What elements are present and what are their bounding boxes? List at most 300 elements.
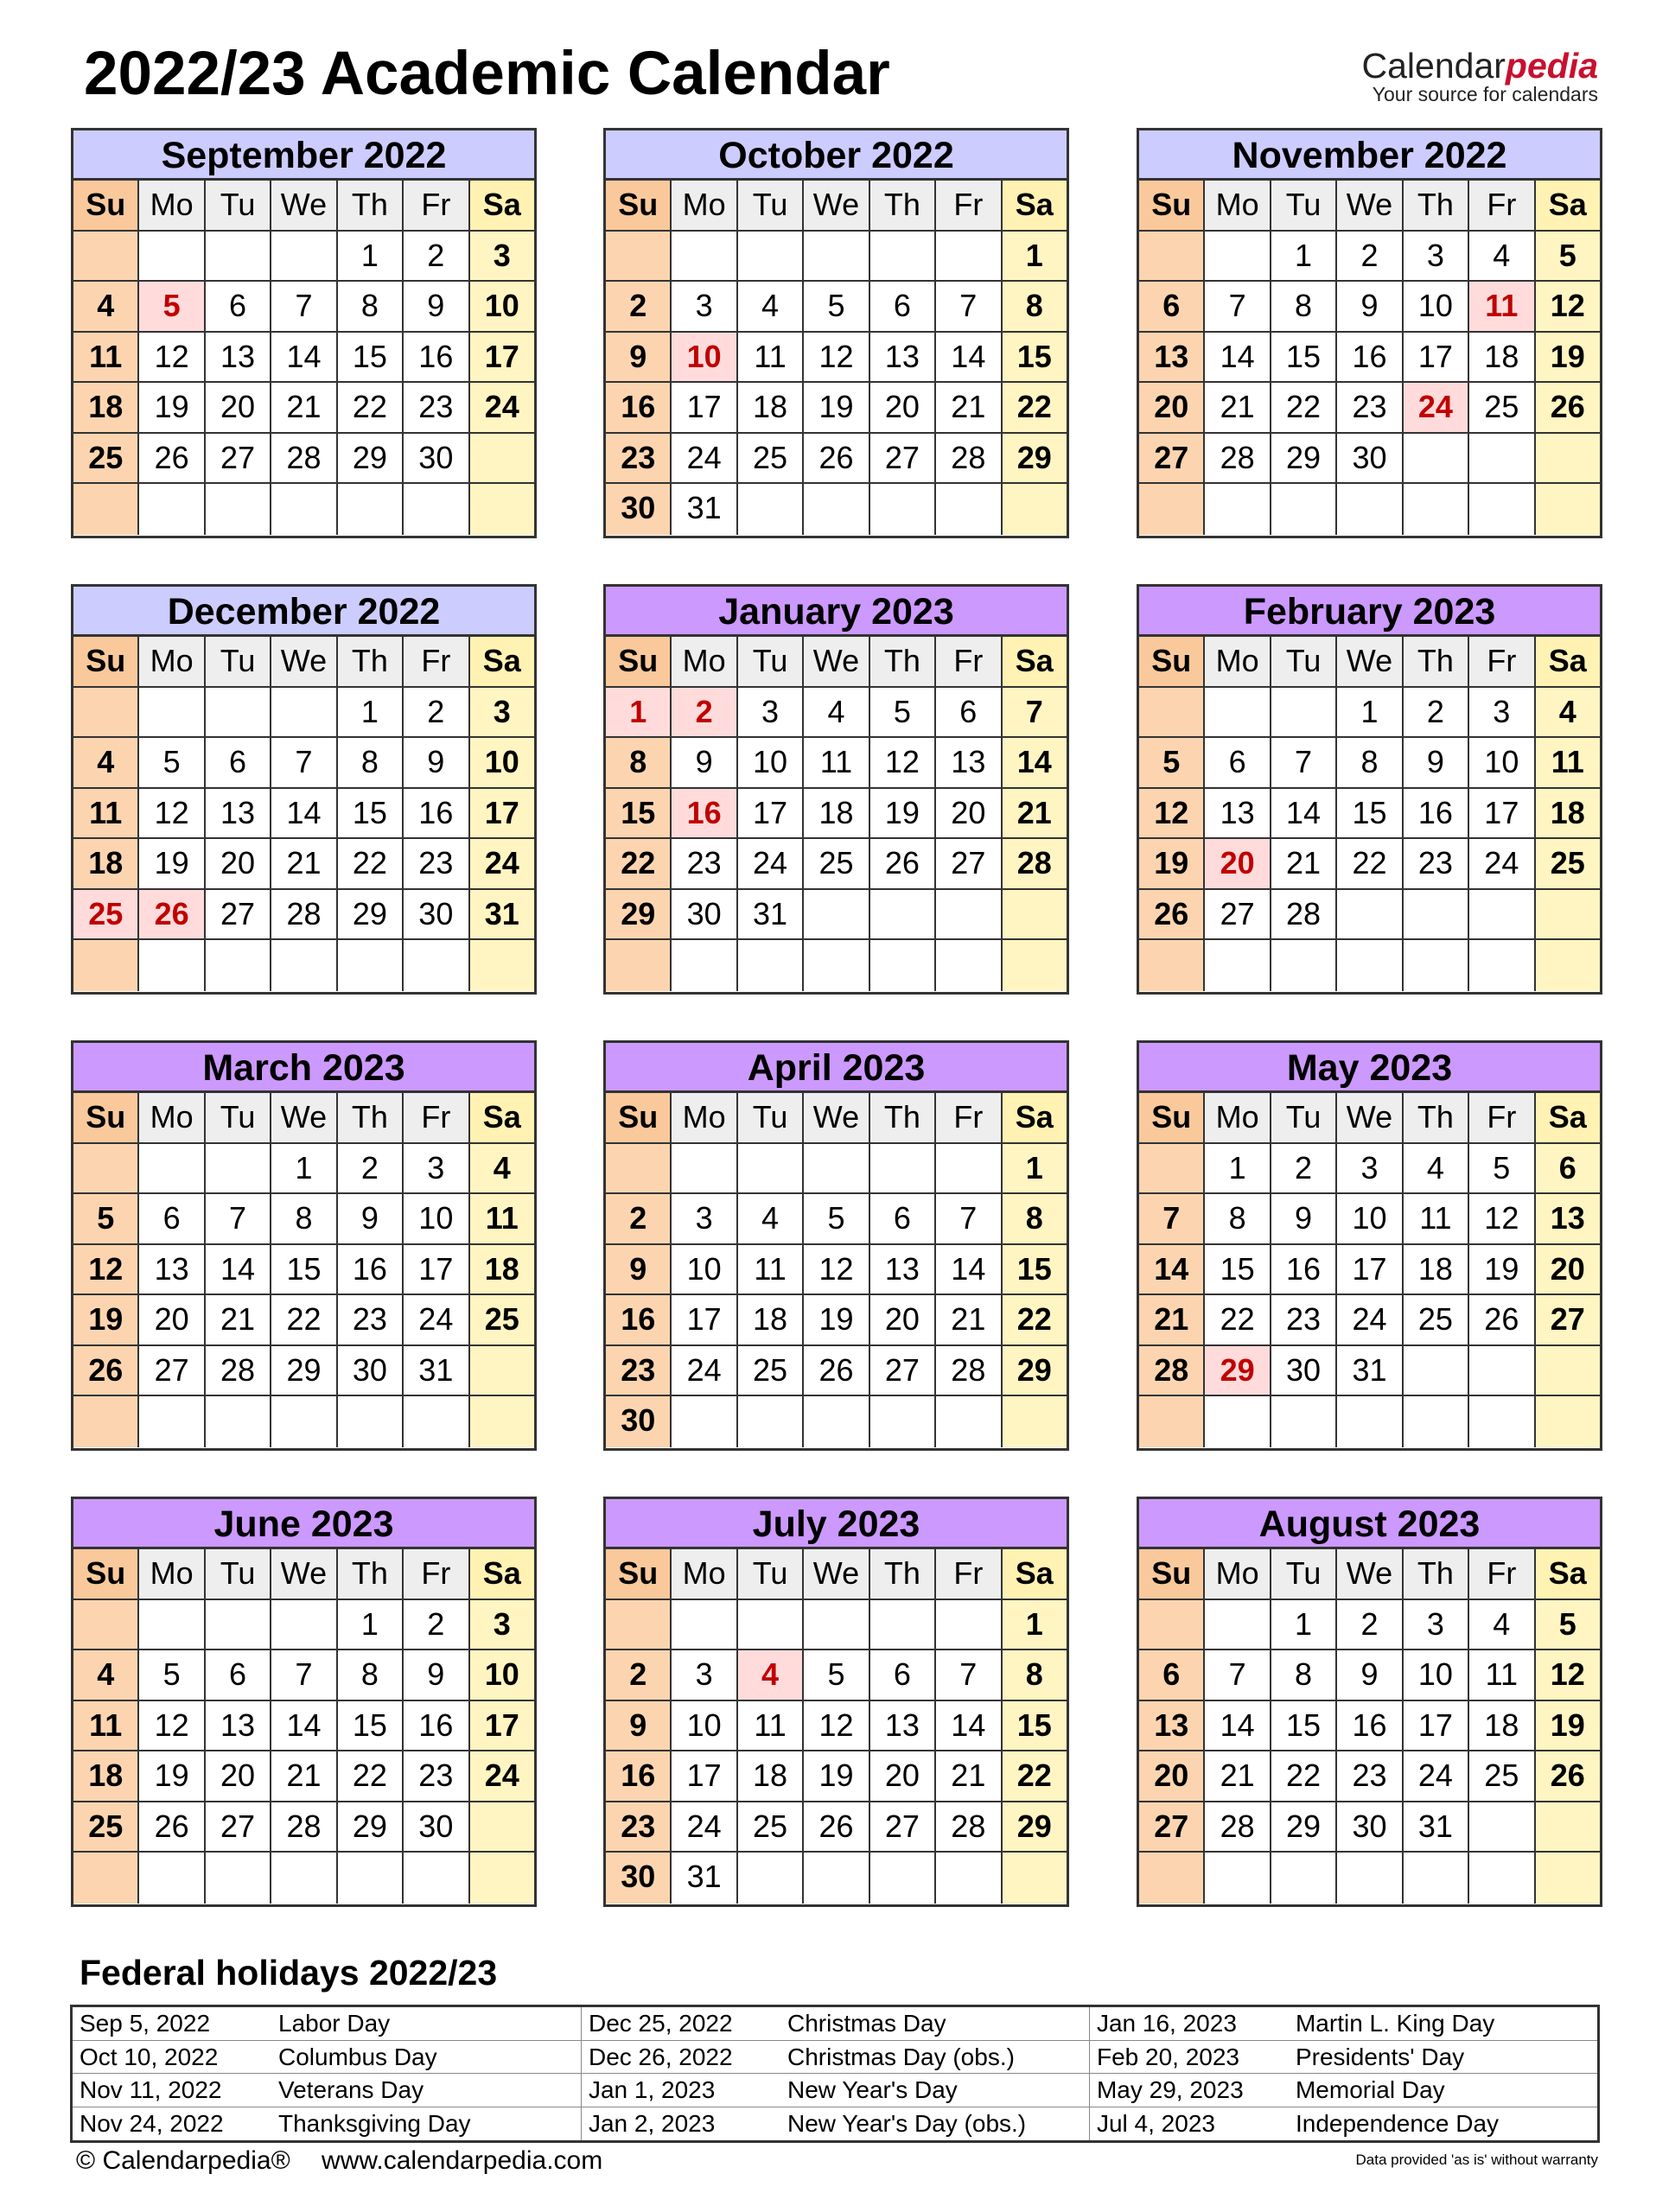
day-cell[interactable]: 28 xyxy=(936,434,1002,485)
day-cell[interactable]: 6 xyxy=(1205,738,1271,789)
day-cell[interactable]: 26 xyxy=(1536,383,1600,434)
day-cell[interactable]: 10 xyxy=(404,1194,469,1245)
day-cell[interactable]: 25 xyxy=(738,1346,804,1397)
day-cell[interactable]: 1 xyxy=(1003,232,1067,283)
day-cell[interactable]: 28 xyxy=(1271,890,1337,941)
day-cell[interactable]: 21 xyxy=(1205,383,1271,434)
holiday-day-cell[interactable]: 16 xyxy=(672,789,737,840)
day-cell[interactable]: 13 xyxy=(206,789,271,840)
day-cell[interactable]: 5 xyxy=(139,738,205,789)
day-cell[interactable]: 28 xyxy=(1003,839,1067,890)
day-cell[interactable]: 6 xyxy=(206,282,271,333)
day-cell[interactable]: 24 xyxy=(470,383,534,434)
day-cell[interactable]: 8 xyxy=(1337,738,1403,789)
day-cell[interactable]: 19 xyxy=(1536,1701,1600,1752)
day-cell[interactable]: 17 xyxy=(404,1245,469,1296)
day-cell[interactable]: 5 xyxy=(870,688,936,739)
day-cell[interactable]: 22 xyxy=(1205,1295,1271,1346)
day-cell[interactable]: 30 xyxy=(606,1853,672,1904)
day-cell[interactable]: 27 xyxy=(870,1346,936,1397)
day-cell[interactable]: 26 xyxy=(139,434,205,485)
day-cell[interactable]: 13 xyxy=(139,1245,205,1296)
day-cell[interactable]: 1 xyxy=(1003,1600,1067,1651)
day-cell[interactable]: 22 xyxy=(338,1751,404,1802)
day-cell[interactable]: 30 xyxy=(404,1802,469,1853)
holiday-day-cell[interactable]: 25 xyxy=(73,890,139,941)
day-cell[interactable]: 27 xyxy=(870,434,936,485)
day-cell[interactable]: 15 xyxy=(271,1245,337,1296)
day-cell[interactable]: 4 xyxy=(470,1144,534,1195)
day-cell[interactable]: 7 xyxy=(271,1650,337,1701)
day-cell[interactable]: 12 xyxy=(139,789,205,840)
day-cell[interactable]: 20 xyxy=(870,1295,936,1346)
day-cell[interactable]: 8 xyxy=(1003,1194,1067,1245)
day-cell[interactable]: 28 xyxy=(271,434,337,485)
day-cell[interactable]: 23 xyxy=(1404,839,1469,890)
day-cell[interactable]: 3 xyxy=(672,1650,737,1701)
day-cell[interactable]: 1 xyxy=(338,232,404,283)
day-cell[interactable]: 15 xyxy=(1003,333,1067,384)
day-cell[interactable]: 5 xyxy=(1469,1144,1535,1195)
day-cell[interactable]: 8 xyxy=(338,282,404,333)
day-cell[interactable]: 5 xyxy=(804,1650,869,1701)
day-cell[interactable]: 28 xyxy=(1205,434,1271,485)
day-cell[interactable]: 12 xyxy=(804,1245,869,1296)
day-cell[interactable]: 8 xyxy=(338,738,404,789)
day-cell[interactable]: 20 xyxy=(936,789,1002,840)
day-cell[interactable]: 15 xyxy=(1003,1701,1067,1752)
day-cell[interactable]: 12 xyxy=(1536,282,1600,333)
day-cell[interactable]: 4 xyxy=(1404,1144,1469,1195)
day-cell[interactable]: 1 xyxy=(1003,1144,1067,1195)
day-cell[interactable]: 13 xyxy=(206,333,271,384)
day-cell[interactable]: 12 xyxy=(1536,1650,1600,1701)
day-cell[interactable]: 6 xyxy=(206,1650,271,1701)
day-cell[interactable]: 15 xyxy=(1271,1701,1337,1752)
day-cell[interactable]: 17 xyxy=(470,1701,534,1752)
day-cell[interactable]: 14 xyxy=(936,1701,1002,1752)
day-cell[interactable]: 14 xyxy=(1271,789,1337,840)
day-cell[interactable]: 16 xyxy=(404,333,469,384)
day-cell[interactable]: 17 xyxy=(1337,1245,1403,1296)
day-cell[interactable]: 7 xyxy=(936,1650,1002,1701)
day-cell[interactable]: 13 xyxy=(1536,1194,1600,1245)
day-cell[interactable]: 19 xyxy=(870,789,936,840)
day-cell[interactable]: 23 xyxy=(606,1346,672,1397)
day-cell[interactable]: 30 xyxy=(672,890,737,941)
day-cell[interactable]: 20 xyxy=(870,1751,936,1802)
day-cell[interactable]: 18 xyxy=(804,789,869,840)
day-cell[interactable]: 11 xyxy=(738,1701,804,1752)
day-cell[interactable]: 12 xyxy=(1469,1194,1535,1245)
day-cell[interactable]: 4 xyxy=(73,282,139,333)
day-cell[interactable]: 3 xyxy=(470,1600,534,1651)
day-cell[interactable]: 20 xyxy=(1139,1751,1205,1802)
day-cell[interactable]: 16 xyxy=(338,1245,404,1296)
day-cell[interactable]: 7 xyxy=(206,1194,271,1245)
day-cell[interactable]: 27 xyxy=(870,1802,936,1853)
day-cell[interactable]: 16 xyxy=(404,1701,469,1752)
day-cell[interactable]: 4 xyxy=(738,1194,804,1245)
day-cell[interactable]: 31 xyxy=(672,1853,737,1904)
day-cell[interactable]: 28 xyxy=(936,1346,1002,1397)
holiday-day-cell[interactable]: 4 xyxy=(738,1650,804,1701)
day-cell[interactable]: 17 xyxy=(1404,333,1469,384)
day-cell[interactable]: 8 xyxy=(1271,282,1337,333)
day-cell[interactable]: 13 xyxy=(870,333,936,384)
day-cell[interactable]: 4 xyxy=(738,282,804,333)
day-cell[interactable]: 3 xyxy=(470,232,534,283)
day-cell[interactable]: 25 xyxy=(1536,839,1600,890)
day-cell[interactable]: 25 xyxy=(738,1802,804,1853)
day-cell[interactable]: 25 xyxy=(73,1802,139,1853)
day-cell[interactable]: 3 xyxy=(672,1194,737,1245)
day-cell[interactable]: 10 xyxy=(470,1650,534,1701)
day-cell[interactable]: 15 xyxy=(1271,333,1337,384)
day-cell[interactable]: 7 xyxy=(936,282,1002,333)
day-cell[interactable]: 22 xyxy=(1003,1751,1067,1802)
day-cell[interactable]: 18 xyxy=(1469,333,1535,384)
day-cell[interactable]: 2 xyxy=(606,1650,672,1701)
day-cell[interactable]: 13 xyxy=(936,738,1002,789)
day-cell[interactable]: 18 xyxy=(1404,1245,1469,1296)
day-cell[interactable]: 26 xyxy=(804,1346,869,1397)
day-cell[interactable]: 21 xyxy=(1139,1295,1205,1346)
day-cell[interactable]: 18 xyxy=(1536,789,1600,840)
day-cell[interactable]: 9 xyxy=(672,738,737,789)
day-cell[interactable]: 6 xyxy=(1139,282,1205,333)
day-cell[interactable]: 30 xyxy=(338,1346,404,1397)
day-cell[interactable]: 25 xyxy=(738,434,804,485)
day-cell[interactable]: 21 xyxy=(206,1295,271,1346)
day-cell[interactable]: 29 xyxy=(1003,434,1067,485)
day-cell[interactable]: 21 xyxy=(936,383,1002,434)
day-cell[interactable]: 14 xyxy=(271,789,337,840)
day-cell[interactable]: 2 xyxy=(1271,1144,1337,1195)
day-cell[interactable]: 7 xyxy=(271,282,337,333)
day-cell[interactable]: 18 xyxy=(738,383,804,434)
day-cell[interactable]: 21 xyxy=(936,1751,1002,1802)
day-cell[interactable]: 16 xyxy=(606,1295,672,1346)
day-cell[interactable]: 2 xyxy=(606,1194,672,1245)
day-cell[interactable]: 9 xyxy=(338,1194,404,1245)
day-cell[interactable]: 10 xyxy=(1337,1194,1403,1245)
day-cell[interactable]: 5 xyxy=(1536,232,1600,283)
day-cell[interactable]: 19 xyxy=(139,1751,205,1802)
day-cell[interactable]: 18 xyxy=(1469,1701,1535,1752)
day-cell[interactable]: 9 xyxy=(404,282,469,333)
day-cell[interactable]: 14 xyxy=(271,333,337,384)
day-cell[interactable]: 6 xyxy=(870,1650,936,1701)
day-cell[interactable]: 14 xyxy=(1205,333,1271,384)
day-cell[interactable]: 20 xyxy=(870,383,936,434)
day-cell[interactable]: 15 xyxy=(1337,789,1403,840)
day-cell[interactable]: 27 xyxy=(139,1346,205,1397)
day-cell[interactable]: 29 xyxy=(1271,434,1337,485)
day-cell[interactable]: 26 xyxy=(1536,1751,1600,1802)
day-cell[interactable]: 17 xyxy=(672,383,737,434)
day-cell[interactable]: 24 xyxy=(672,1802,737,1853)
day-cell[interactable]: 21 xyxy=(1003,789,1067,840)
day-cell[interactable]: 10 xyxy=(738,738,804,789)
day-cell[interactable]: 11 xyxy=(804,738,869,789)
day-cell[interactable]: 24 xyxy=(672,434,737,485)
day-cell[interactable]: 29 xyxy=(338,434,404,485)
day-cell[interactable]: 19 xyxy=(804,1295,869,1346)
day-cell[interactable]: 19 xyxy=(73,1295,139,1346)
day-cell[interactable]: 23 xyxy=(672,839,737,890)
day-cell[interactable]: 7 xyxy=(1139,1194,1205,1245)
day-cell[interactable]: 9 xyxy=(606,1701,672,1752)
day-cell[interactable]: 26 xyxy=(1469,1295,1535,1346)
day-cell[interactable]: 11 xyxy=(1469,1650,1535,1701)
day-cell[interactable]: 12 xyxy=(139,1701,205,1752)
day-cell[interactable]: 7 xyxy=(936,1194,1002,1245)
day-cell[interactable]: 1 xyxy=(338,688,404,739)
day-cell[interactable]: 13 xyxy=(870,1701,936,1752)
day-cell[interactable]: 31 xyxy=(672,484,737,535)
day-cell[interactable]: 26 xyxy=(139,1802,205,1853)
day-cell[interactable]: 2 xyxy=(1404,688,1469,739)
day-cell[interactable]: 22 xyxy=(1271,1751,1337,1802)
day-cell[interactable]: 15 xyxy=(338,1701,404,1752)
day-cell[interactable]: 8 xyxy=(1003,282,1067,333)
day-cell[interactable]: 8 xyxy=(1205,1194,1271,1245)
holiday-day-cell[interactable]: 10 xyxy=(672,333,737,384)
day-cell[interactable]: 18 xyxy=(73,383,139,434)
day-cell[interactable]: 15 xyxy=(338,789,404,840)
day-cell[interactable]: 4 xyxy=(73,1650,139,1701)
day-cell[interactable]: 22 xyxy=(338,839,404,890)
holiday-day-cell[interactable]: 20 xyxy=(1205,839,1271,890)
day-cell[interactable]: 15 xyxy=(338,333,404,384)
day-cell[interactable]: 10 xyxy=(470,738,534,789)
day-cell[interactable]: 25 xyxy=(1469,1751,1535,1802)
day-cell[interactable]: 9 xyxy=(1271,1194,1337,1245)
day-cell[interactable]: 7 xyxy=(271,738,337,789)
holiday-day-cell[interactable]: 26 xyxy=(139,890,205,941)
day-cell[interactable]: 13 xyxy=(206,1701,271,1752)
day-cell[interactable]: 28 xyxy=(271,1802,337,1853)
day-cell[interactable]: 11 xyxy=(73,1701,139,1752)
day-cell[interactable]: 17 xyxy=(470,789,534,840)
day-cell[interactable]: 1 xyxy=(1205,1144,1271,1195)
day-cell[interactable]: 22 xyxy=(338,383,404,434)
day-cell[interactable]: 29 xyxy=(1271,1802,1337,1853)
day-cell[interactable]: 3 xyxy=(1469,688,1535,739)
day-cell[interactable]: 19 xyxy=(139,839,205,890)
day-cell[interactable]: 23 xyxy=(1337,1751,1403,1802)
day-cell[interactable]: 19 xyxy=(804,383,869,434)
day-cell[interactable]: 21 xyxy=(271,383,337,434)
day-cell[interactable]: 16 xyxy=(1404,789,1469,840)
day-cell[interactable]: 21 xyxy=(271,1751,337,1802)
day-cell[interactable]: 9 xyxy=(404,738,469,789)
day-cell[interactable]: 5 xyxy=(73,1194,139,1245)
day-cell[interactable]: 12 xyxy=(804,1701,869,1752)
day-cell[interactable]: 2 xyxy=(404,688,469,739)
day-cell[interactable]: 16 xyxy=(1337,333,1403,384)
day-cell[interactable]: 25 xyxy=(804,839,869,890)
day-cell[interactable]: 20 xyxy=(1536,1245,1600,1296)
day-cell[interactable]: 12 xyxy=(870,738,936,789)
day-cell[interactable]: 25 xyxy=(1469,383,1535,434)
day-cell[interactable]: 5 xyxy=(1139,738,1205,789)
day-cell[interactable]: 3 xyxy=(672,282,737,333)
day-cell[interactable]: 26 xyxy=(73,1346,139,1397)
day-cell[interactable]: 24 xyxy=(1337,1295,1403,1346)
day-cell[interactable]: 10 xyxy=(1404,1650,1469,1701)
day-cell[interactable]: 14 xyxy=(1003,738,1067,789)
day-cell[interactable]: 28 xyxy=(206,1346,271,1397)
day-cell[interactable]: 11 xyxy=(738,333,804,384)
day-cell[interactable]: 26 xyxy=(1139,890,1205,941)
day-cell[interactable]: 26 xyxy=(870,839,936,890)
day-cell[interactable]: 31 xyxy=(404,1346,469,1397)
day-cell[interactable]: 13 xyxy=(870,1245,936,1296)
day-cell[interactable]: 2 xyxy=(1337,232,1403,283)
day-cell[interactable]: 6 xyxy=(139,1194,205,1245)
day-cell[interactable]: 20 xyxy=(139,1295,205,1346)
day-cell[interactable]: 27 xyxy=(1139,434,1205,485)
day-cell[interactable]: 17 xyxy=(672,1295,737,1346)
day-cell[interactable]: 21 xyxy=(1205,1751,1271,1802)
day-cell[interactable]: 30 xyxy=(1337,434,1403,485)
day-cell[interactable]: 11 xyxy=(73,789,139,840)
day-cell[interactable]: 6 xyxy=(1536,1144,1600,1195)
day-cell[interactable]: 21 xyxy=(936,1295,1002,1346)
day-cell[interactable]: 10 xyxy=(1404,282,1469,333)
day-cell[interactable]: 29 xyxy=(606,890,672,941)
day-cell[interactable]: 23 xyxy=(606,434,672,485)
day-cell[interactable]: 23 xyxy=(404,383,469,434)
day-cell[interactable]: 11 xyxy=(738,1245,804,1296)
day-cell[interactable]: 12 xyxy=(1139,789,1205,840)
day-cell[interactable]: 20 xyxy=(206,383,271,434)
day-cell[interactable]: 26 xyxy=(804,434,869,485)
day-cell[interactable]: 24 xyxy=(1404,1751,1469,1802)
day-cell[interactable]: 29 xyxy=(271,1346,337,1397)
day-cell[interactable]: 20 xyxy=(206,839,271,890)
day-cell[interactable]: 12 xyxy=(73,1245,139,1296)
day-cell[interactable]: 13 xyxy=(1139,333,1205,384)
day-cell[interactable]: 29 xyxy=(1003,1346,1067,1397)
day-cell[interactable]: 21 xyxy=(271,839,337,890)
day-cell[interactable]: 29 xyxy=(338,890,404,941)
day-cell[interactable]: 20 xyxy=(206,1751,271,1802)
day-cell[interactable]: 1 xyxy=(1271,232,1337,283)
day-cell[interactable]: 23 xyxy=(606,1802,672,1853)
day-cell[interactable]: 17 xyxy=(738,789,804,840)
day-cell[interactable]: 14 xyxy=(1205,1701,1271,1752)
day-cell[interactable]: 24 xyxy=(1469,839,1535,890)
day-cell[interactable]: 16 xyxy=(1337,1701,1403,1752)
day-cell[interactable]: 31 xyxy=(1404,1802,1469,1853)
day-cell[interactable]: 30 xyxy=(606,484,672,535)
day-cell[interactable]: 1 xyxy=(1271,1600,1337,1651)
day-cell[interactable]: 25 xyxy=(470,1295,534,1346)
day-cell[interactable]: 11 xyxy=(1536,738,1600,789)
day-cell[interactable]: 14 xyxy=(206,1245,271,1296)
day-cell[interactable]: 30 xyxy=(606,1396,672,1447)
holiday-day-cell[interactable]: 1 xyxy=(606,688,672,739)
day-cell[interactable]: 22 xyxy=(606,839,672,890)
day-cell[interactable]: 14 xyxy=(1139,1245,1205,1296)
day-cell[interactable]: 16 xyxy=(606,383,672,434)
day-cell[interactable]: 24 xyxy=(470,839,534,890)
day-cell[interactable]: 27 xyxy=(1139,1802,1205,1853)
day-cell[interactable]: 3 xyxy=(1404,1600,1469,1651)
day-cell[interactable]: 9 xyxy=(606,1245,672,1296)
day-cell[interactable]: 6 xyxy=(206,738,271,789)
day-cell[interactable]: 7 xyxy=(1271,738,1337,789)
day-cell[interactable]: 22 xyxy=(1003,383,1067,434)
day-cell[interactable]: 2 xyxy=(338,1144,404,1195)
day-cell[interactable]: 9 xyxy=(1337,1650,1403,1701)
day-cell[interactable]: 6 xyxy=(870,282,936,333)
day-cell[interactable]: 22 xyxy=(271,1295,337,1346)
day-cell[interactable]: 8 xyxy=(338,1650,404,1701)
day-cell[interactable]: 18 xyxy=(738,1751,804,1802)
day-cell[interactable]: 10 xyxy=(1469,738,1535,789)
day-cell[interactable]: 4 xyxy=(804,688,869,739)
day-cell[interactable]: 23 xyxy=(338,1295,404,1346)
day-cell[interactable]: 30 xyxy=(404,434,469,485)
day-cell[interactable]: 19 xyxy=(1536,333,1600,384)
brand-logo[interactable] xyxy=(1362,48,1598,105)
day-cell[interactable]: 10 xyxy=(672,1701,737,1752)
day-cell[interactable]: 4 xyxy=(1536,688,1600,739)
day-cell[interactable]: 7 xyxy=(1205,282,1271,333)
day-cell[interactable]: 16 xyxy=(1271,1245,1337,1296)
day-cell[interactable]: 8 xyxy=(1003,1650,1067,1701)
day-cell[interactable]: 2 xyxy=(1337,1600,1403,1651)
day-cell[interactable]: 11 xyxy=(1404,1194,1469,1245)
holiday-day-cell[interactable]: 2 xyxy=(672,688,737,739)
day-cell[interactable]: 20 xyxy=(1139,383,1205,434)
day-cell[interactable]: 2 xyxy=(404,1600,469,1651)
day-cell[interactable]: 27 xyxy=(1205,890,1271,941)
day-cell[interactable]: 1 xyxy=(338,1600,404,1651)
day-cell[interactable]: 11 xyxy=(73,333,139,384)
day-cell[interactable]: 4 xyxy=(1469,1600,1535,1651)
day-cell[interactable]: 3 xyxy=(404,1144,469,1195)
day-cell[interactable]: 28 xyxy=(1205,1802,1271,1853)
day-cell[interactable]: 9 xyxy=(1337,282,1403,333)
day-cell[interactable]: 8 xyxy=(271,1194,337,1245)
day-cell[interactable]: 3 xyxy=(738,688,804,739)
day-cell[interactable]: 2 xyxy=(404,232,469,283)
day-cell[interactable]: 18 xyxy=(470,1245,534,1296)
day-cell[interactable]: 28 xyxy=(1139,1346,1205,1397)
day-cell[interactable]: 12 xyxy=(804,333,869,384)
day-cell[interactable]: 15 xyxy=(606,789,672,840)
day-cell[interactable]: 22 xyxy=(1003,1295,1067,1346)
day-cell[interactable]: 22 xyxy=(1337,839,1403,890)
day-cell[interactable]: 19 xyxy=(1139,839,1205,890)
website-link[interactable]: www.calendarpedia.com xyxy=(322,2146,603,2175)
day-cell[interactable]: 19 xyxy=(804,1751,869,1802)
day-cell[interactable]: 14 xyxy=(936,333,1002,384)
day-cell[interactable]: 17 xyxy=(672,1751,737,1802)
day-cell[interactable]: 10 xyxy=(672,1245,737,1296)
day-cell[interactable]: 22 xyxy=(1271,383,1337,434)
day-cell[interactable]: 31 xyxy=(470,890,534,941)
day-cell[interactable]: 16 xyxy=(606,1751,672,1802)
day-cell[interactable]: 6 xyxy=(870,1194,936,1245)
day-cell[interactable]: 1 xyxy=(271,1144,337,1195)
day-cell[interactable]: 29 xyxy=(338,1802,404,1853)
